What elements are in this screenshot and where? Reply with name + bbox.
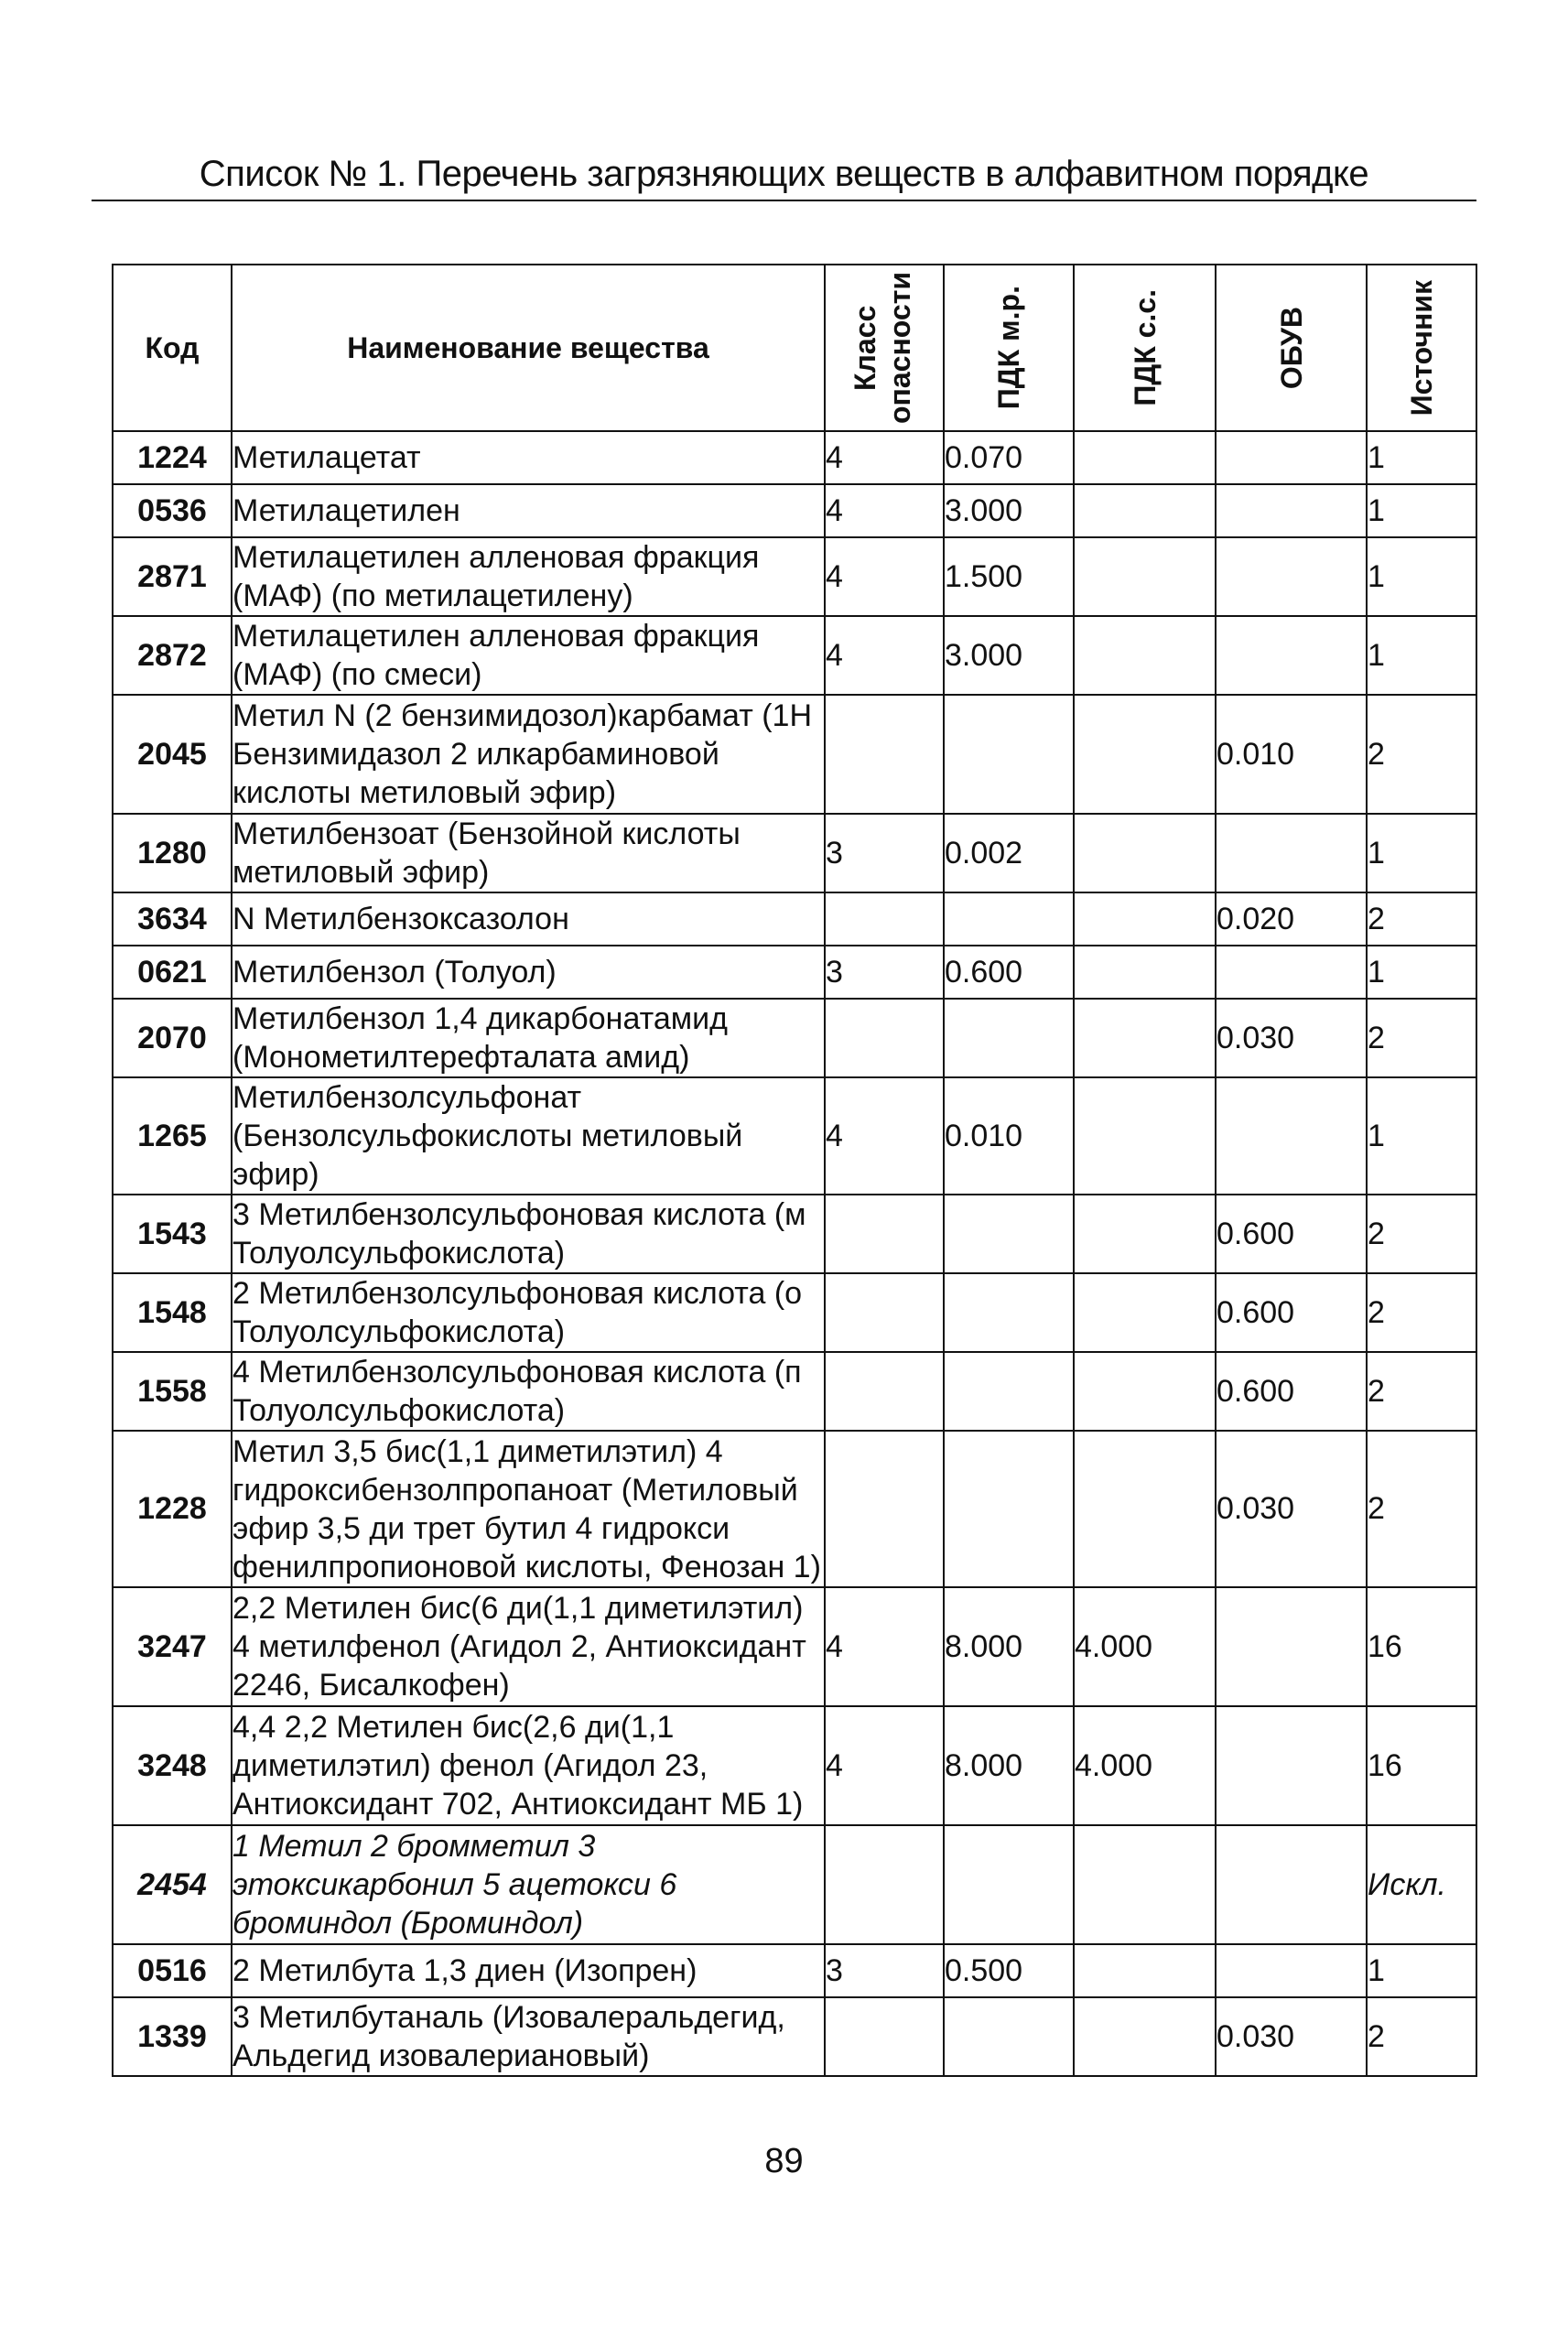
cell-pdk-ss [1074,695,1216,814]
cell-source: 2 [1367,1195,1476,1273]
cell-name: 3 Метилбутаналь (Изовалеральдегид, Альдегид изовалериановый) [232,1997,825,2076]
table-row [113,1273,1476,1352]
title-rule [92,200,1476,201]
cell-class [825,1997,944,2076]
table-row [113,999,1476,1077]
cell-class: 3 [825,1944,944,1997]
cell-code: 2871 [113,537,232,616]
cell-name: 1 Метил 2 бромметил 3 этоксикарбонил 5 ацетокси 6 броминдол (Броминдол) [232,1825,825,1944]
table-row [113,431,1476,484]
cell-class: 4 [825,484,944,537]
table-row [113,1077,1476,1195]
cell-class: 4 [825,537,944,616]
cell-source: 16 [1367,1587,1476,1706]
table-row [113,537,1476,616]
cell-class [825,892,944,946]
table-row [113,946,1476,999]
cell-pdk-ss [1074,1944,1216,1997]
cell-code: 1224 [113,431,232,484]
cell-class: 4 [825,1587,944,1706]
table-body [113,431,1476,2076]
cell-source: 1 [1367,814,1476,892]
cell-name: Метилбензоат (Бензойной кислоты метиловый эфир) [232,814,825,892]
cell-source: Искл. [1367,1825,1476,1944]
cell-obuv: 0.030 [1216,1997,1367,2076]
cell-class: 4 [825,1077,944,1195]
cell-source: 1 [1367,537,1476,616]
header-class: Класс опасности [825,265,944,431]
cell-pdk-ss: 4.000 [1074,1587,1216,1706]
cell-source: 1 [1367,946,1476,999]
cell-code: 3634 [113,892,232,946]
table-row [113,484,1476,537]
cell-code: 1558 [113,1352,232,1431]
cell-class: 4 [825,1706,944,1825]
cell-pdk-mr: 0.070 [944,431,1074,484]
cell-class [825,999,944,1077]
cell-name: 4 Метилбензолсульфоновая кислота (п Толуолсульфокислота) [232,1352,825,1431]
cell-source: 1 [1367,431,1476,484]
cell-pdk-ss [1074,484,1216,537]
cell-pdk-mr [944,1352,1074,1431]
cell-name: Метил 3,5 бис(1,1 диметилэтил) 4 гидроксибензолпропаноат (Метиловый эфир 3,5 ди трет бутил 4 гидрокси фенилпропионовой кислоты, Фенозан 1) [232,1431,825,1587]
cell-obuv: 0.030 [1216,1431,1367,1587]
cell-obuv [1216,484,1367,537]
cell-pdk-mr: 0.002 [944,814,1074,892]
cell-pdk-ss [1074,1273,1216,1352]
page-title: Список № 1. Перечень загрязняющих веществ в алфавитном порядке [199,154,1369,194]
header-pdk-ss: ПДК с.с. [1074,265,1216,431]
cell-obuv [1216,537,1367,616]
cell-class: 3 [825,946,944,999]
cell-obuv: 0.030 [1216,999,1367,1077]
cell-pdk-mr: 3.000 [944,616,1074,695]
substances-table [112,264,1477,2077]
cell-source: 1 [1367,1944,1476,1997]
cell-name: 2 Метилбензолсульфоновая кислота (о Толуолсульфокислота) [232,1273,825,1352]
table-row [113,1431,1476,1587]
cell-code: 2045 [113,695,232,814]
cell-class [825,695,944,814]
cell-name: 4,4 2,2 Метилен бис(2,6 ди(1,1 диметилэтил) фенол (Агидол 23, Антиоксидант 702, Антиоксидант МБ 1) [232,1706,825,1825]
cell-source: 2 [1367,1431,1476,1587]
cell-obuv [1216,1587,1367,1706]
cell-name: Метилацетилен алленовая фракция (МАФ) (по смеси) [232,616,825,695]
cell-source: 2 [1367,1997,1476,2076]
cell-pdk-mr: 0.010 [944,1077,1074,1195]
cell-obuv [1216,1077,1367,1195]
cell-source: 2 [1367,1352,1476,1431]
cell-class: 4 [825,431,944,484]
cell-source: 1 [1367,484,1476,537]
table-row [113,1706,1476,1825]
cell-name: Метилбензолсульфонат (Бензолсульфокислоты метиловый эфир) [232,1077,825,1195]
cell-name: 2 Метилбута 1,3 диен (Изопрен) [232,1944,825,1997]
cell-pdk-mr: 8.000 [944,1587,1074,1706]
cell-obuv: 0.020 [1216,892,1367,946]
header-source: Источник [1367,265,1476,431]
cell-source: 2 [1367,892,1476,946]
cell-pdk-mr [944,1825,1074,1944]
cell-code: 1543 [113,1195,232,1273]
cell-code: 0516 [113,1944,232,1997]
cell-code: 0536 [113,484,232,537]
cell-class [825,1431,944,1587]
cell-code: 1339 [113,1997,232,2076]
cell-obuv [1216,1944,1367,1997]
cell-pdk-mr [944,999,1074,1077]
cell-name: 2,2 Метилен бис(6 ди(1,1 диметилэтил) 4 метилфенол (Агидол 2, Антиоксидант 2246, Бисалкофен) [232,1587,825,1706]
cell-name: Метилбензол (Толуол) [232,946,825,999]
table-row [113,1352,1476,1431]
cell-code: 2872 [113,616,232,695]
cell-source: 2 [1367,999,1476,1077]
table-row [113,1825,1476,1944]
cell-obuv: 0.600 [1216,1273,1367,1352]
cell-pdk-ss [1074,431,1216,484]
cell-name: Метилбензол 1,4 дикарбонатамид (Монометилтерефталата амид) [232,999,825,1077]
cell-obuv [1216,616,1367,695]
table-row [113,1997,1476,2076]
cell-code: 1548 [113,1273,232,1352]
cell-pdk-mr [944,1195,1074,1273]
cell-name: Метил N (2 бензимидозол)карбамат (1Н Бензимидазол 2 илкарбаминовой кислоты метиловый эфир) [232,695,825,814]
cell-pdk-mr [944,1997,1074,2076]
cell-obuv [1216,814,1367,892]
cell-obuv: 0.600 [1216,1195,1367,1273]
cell-source: 2 [1367,695,1476,814]
cell-pdk-ss [1074,616,1216,695]
table-row [113,1944,1476,1997]
header-name: Наименование вещества [232,265,825,431]
cell-class: 3 [825,814,944,892]
cell-pdk-mr [944,695,1074,814]
table-row [113,1195,1476,1273]
cell-source: 1 [1367,616,1476,695]
cell-pdk-mr: 0.600 [944,946,1074,999]
header-code: Код [113,265,232,431]
cell-name: N Метилбензоксазолон [232,892,825,946]
cell-name: Метилацетат [232,431,825,484]
cell-pdk-mr [944,1273,1074,1352]
cell-class: 4 [825,616,944,695]
table-row [113,1587,1476,1706]
cell-source: 1 [1367,1077,1476,1195]
cell-pdk-ss [1074,1352,1216,1431]
cell-code: 2070 [113,999,232,1077]
cell-class [825,1195,944,1273]
cell-class [825,1352,944,1431]
cell-pdk-ss [1074,946,1216,999]
cell-pdk-ss [1074,1077,1216,1195]
cell-code: 3248 [113,1706,232,1825]
cell-source: 2 [1367,1273,1476,1352]
cell-source: 16 [1367,1706,1476,1825]
cell-obuv [1216,431,1367,484]
cell-code: 1280 [113,814,232,892]
cell-obuv [1216,1825,1367,1944]
cell-name: 3 Метилбензолсульфоновая кислота (м Толуолсульфокислота) [232,1195,825,1273]
header-pdk-mr: ПДК м.р. [944,265,1074,431]
cell-code: 1228 [113,1431,232,1587]
cell-pdk-ss [1074,537,1216,616]
table-row [113,616,1476,695]
cell-code: 3247 [113,1587,232,1706]
cell-code: 2454 [113,1825,232,1944]
cell-code: 1265 [113,1077,232,1195]
page-number: 89 [764,2142,804,2180]
cell-obuv: 0.010 [1216,695,1367,814]
cell-pdk-ss [1074,1431,1216,1587]
cell-pdk-mr [944,892,1074,946]
cell-pdk-ss: 4.000 [1074,1706,1216,1825]
header-obuv: ОБУВ [1216,265,1367,431]
cell-name: Метилацетилен [232,484,825,537]
cell-pdk-mr: 1.500 [944,537,1074,616]
cell-obuv [1216,1706,1367,1825]
cell-obuv [1216,946,1367,999]
cell-obuv: 0.600 [1216,1352,1367,1431]
table-header-row [113,265,1476,431]
cell-class [825,1825,944,1944]
cell-pdk-mr: 0.500 [944,1944,1074,1997]
cell-pdk-ss [1074,1825,1216,1944]
cell-pdk-ss [1074,814,1216,892]
cell-code: 0621 [113,946,232,999]
cell-pdk-ss [1074,1997,1216,2076]
cell-class [825,1273,944,1352]
table-row [113,814,1476,892]
table-row [113,892,1476,946]
cell-name: Метилацетилен алленовая фракция (МАФ) (по метилацетилену) [232,537,825,616]
cell-pdk-ss [1074,892,1216,946]
cell-pdk-mr [944,1431,1074,1587]
table-row [113,695,1476,814]
cell-pdk-ss [1074,999,1216,1077]
cell-pdk-mr: 8.000 [944,1706,1074,1825]
cell-pdk-mr: 3.000 [944,484,1074,537]
cell-pdk-ss [1074,1195,1216,1273]
